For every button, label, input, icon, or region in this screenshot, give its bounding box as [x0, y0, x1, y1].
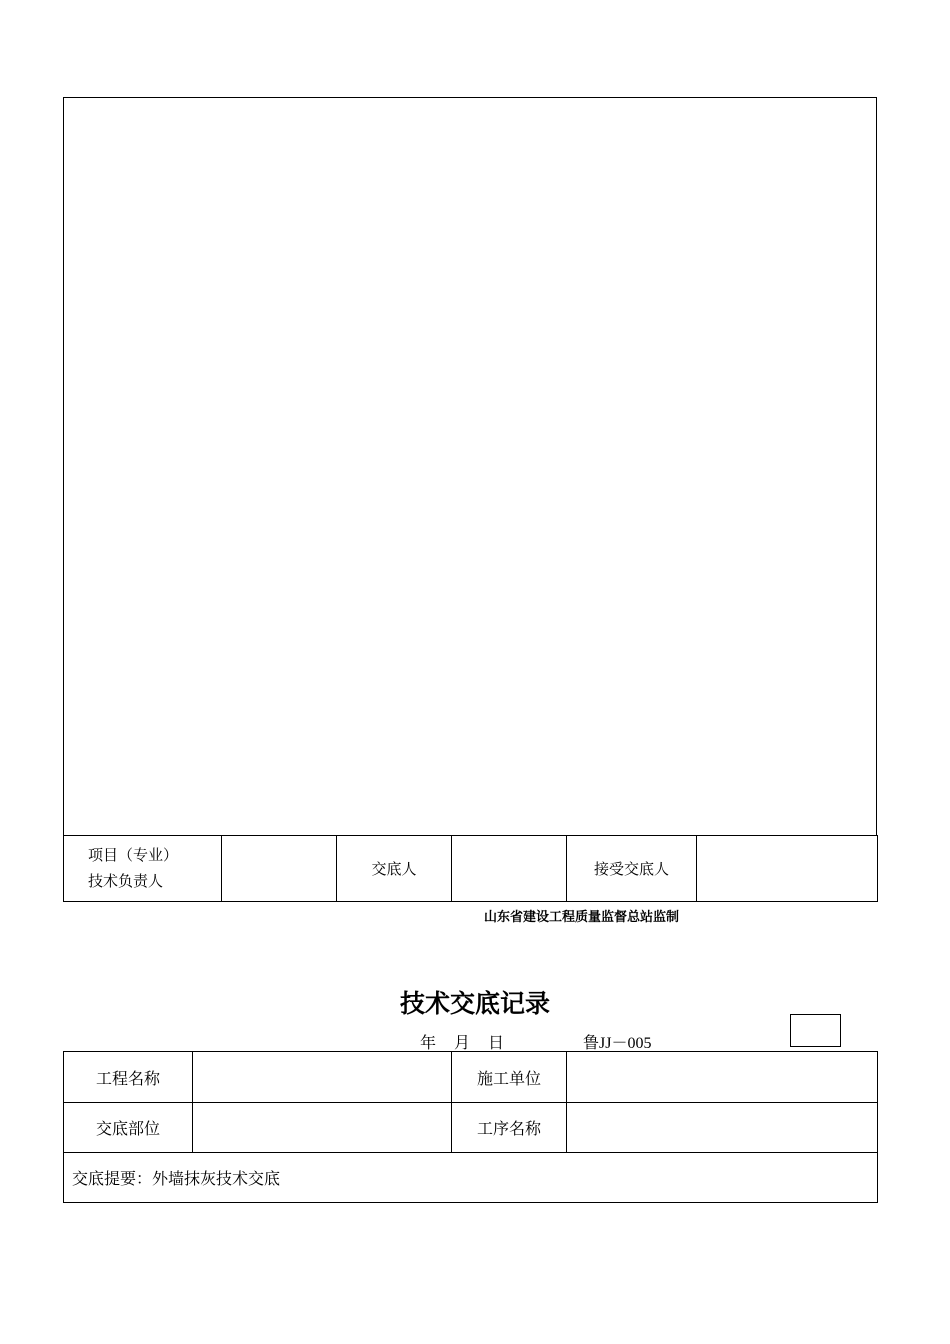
disclosure-summary: 交底提要：外墙抹灰技术交底 [64, 1153, 878, 1203]
date-month: 月 [454, 1035, 471, 1052]
tech-lead-label-line2: 技术负责人 [88, 873, 164, 890]
contractor-field[interactable] [567, 1052, 878, 1103]
disclosure-content-area [63, 97, 877, 836]
receiver-label: 接受交底人 [567, 836, 697, 902]
date-day: 日 [488, 1035, 505, 1052]
tech-lead-signature-cell[interactable] [222, 836, 337, 902]
date-line [420, 1030, 522, 1053]
project-name-label: 工程名称 [64, 1052, 193, 1103]
presenter-signature-cell[interactable] [452, 836, 567, 902]
part-label: 交底部位 [64, 1103, 193, 1153]
contractor-label: 施工单位 [452, 1052, 567, 1103]
page-title: 技术交底记录 [399, 989, 550, 1018]
project-name-field[interactable] [193, 1052, 452, 1103]
process-field[interactable] [567, 1103, 878, 1153]
tech-lead-label [64, 836, 222, 902]
process-label: 工序名称 [452, 1103, 567, 1153]
presenter-label: 交底人 [337, 836, 452, 902]
supervision-note: 山东省建设工程质量监督总站监制 [484, 910, 680, 925]
signature-table [63, 835, 878, 902]
tech-lead-label-line1: 项目（专业） [88, 847, 179, 864]
form-number-box[interactable] [790, 1014, 841, 1047]
date-year: 年 [420, 1035, 437, 1052]
receiver-signature-cell[interactable] [697, 836, 878, 902]
info-table [63, 1051, 878, 1203]
form-code: 鲁JJ－005 [583, 1035, 652, 1052]
part-field[interactable] [193, 1103, 452, 1153]
